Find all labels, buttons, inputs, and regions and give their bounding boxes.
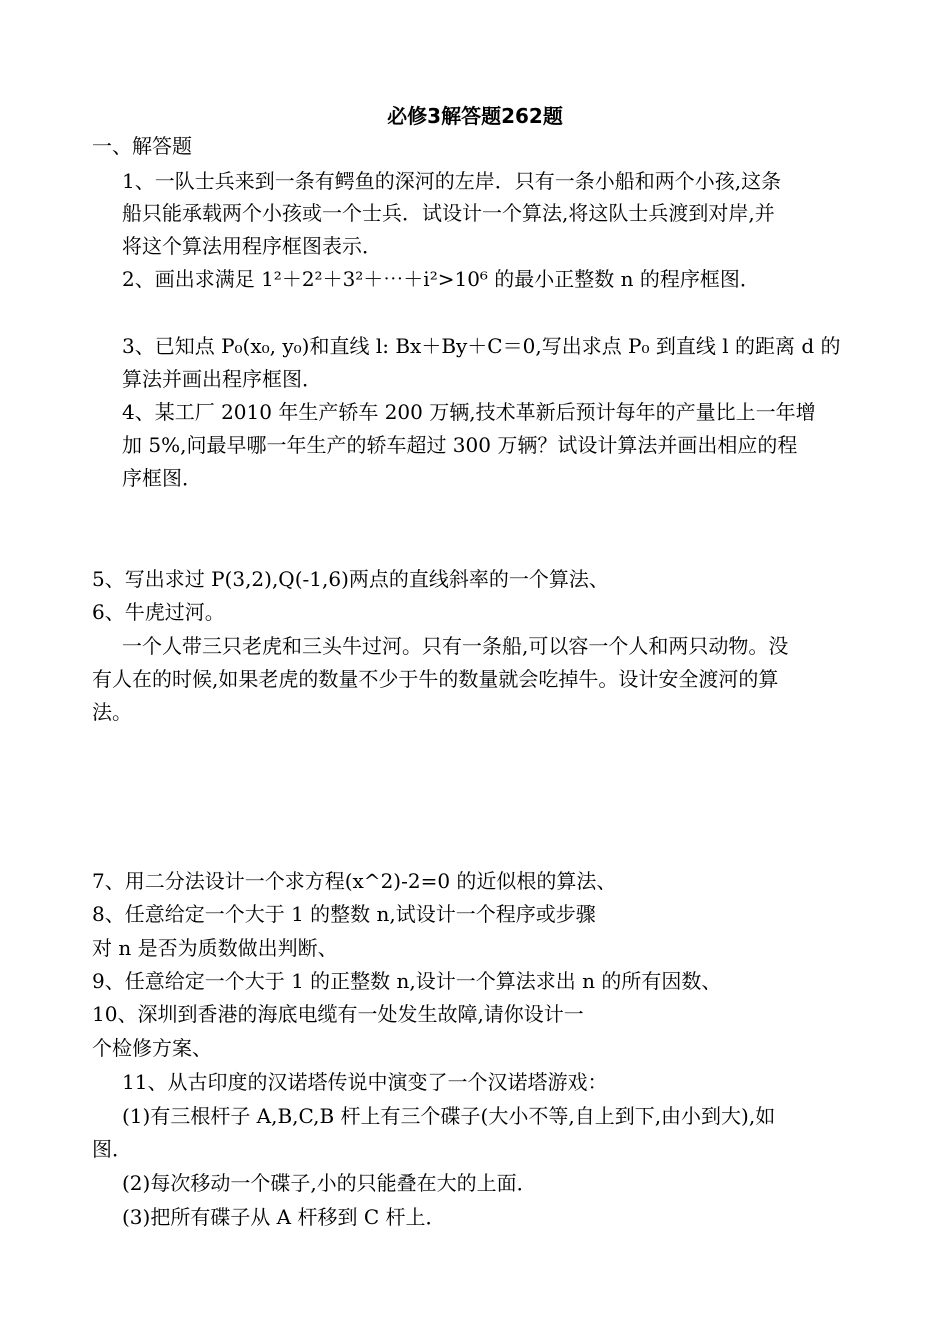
- q3-line-1: 3、已知点 P₀(x₀, y₀)和直线 l: Bx＋By＋C＝0,写出求点 P₀ 到直线 l 的距离 d 的: [122, 334, 841, 358]
- q2-line-1: 2、画出求满足 1²＋2²＋3²＋⋯＋i²>10⁶ 的最小正整数 n 的程序框图．: [122, 267, 760, 291]
- q10-line-2: 个检修方案、: [92, 1036, 212, 1060]
- q6-line-2: 一个人带三只老虎和三头牛过河。只有一条船,可以容一个人和两只动物。没: [122, 634, 789, 658]
- q4-line-1: 4、某工厂 2010 年生产轿车 200 万辆,技术革新后预计每年的产量比上一年增: [122, 400, 816, 424]
- q11-line-3: 图．: [92, 1137, 132, 1161]
- q6-line-4: 法。: [92, 700, 132, 724]
- q1-line-3: 将这个算法用程序框图表示．: [122, 234, 382, 258]
- q8-line-2: 对 n 是否为质数做出判断、: [92, 936, 338, 960]
- q11-line-1: 11、从古印度的汉诺塔传说中演变了一个汉诺塔游戏：: [122, 1070, 608, 1094]
- q6-line-3: 有人在的时候,如果老虎的数量不少于牛的数量就会吃掉牛。设计安全渡河的算: [92, 667, 779, 691]
- q4-line-3: 序框图．: [122, 466, 202, 490]
- q4-line-2: 加 5%,问最早哪一年生产的轿车超过 300 万辆？试设计算法并画出相应的程: [122, 433, 798, 457]
- q6-line-1: 6、牛虎过河。: [92, 600, 225, 624]
- q10-line-1: 10、深圳到香港的海底电缆有一处发生故障,请你设计一: [92, 1002, 584, 1026]
- q9-line-1: 9、任意给定一个大于 1 的正整数 n,设计一个算法求出 n 的所有因数、: [92, 969, 722, 993]
- section-heading: 一、解答题: [92, 134, 192, 158]
- q1-line-2: 船只能承载两个小孩或一个士兵．试设计一个算法,将这队士兵渡到对岸,并: [122, 201, 775, 225]
- q11-line-2: (1)有三根杆子 A,B,C,B 杆上有三个碟子(大小不等,自上到下,由小到大),如: [122, 1104, 776, 1128]
- q3-line-2: 算法并画出程序框图．: [122, 367, 322, 391]
- q1-line-1: 1、一队士兵来到一条有鳄鱼的深河的左岸．只有一条小船和两个小孩,这条: [122, 169, 782, 193]
- q11-line-5: (3)把所有碟子从 A 杆移到 C 杆上．: [122, 1205, 446, 1229]
- page-title: 必修3解答题262题: [387, 104, 563, 128]
- q8-line-1: 8、任意给定一个大于 1 的整数 n,试设计一个程序或步骤: [92, 902, 596, 926]
- q5-line-1: 5、写出求过 P(3,2),Q(-1,6)两点的直线斜率的一个算法、: [92, 567, 609, 591]
- q11-line-4: (2)每次移动一个碟子,小的只能叠在大的上面．: [122, 1171, 537, 1195]
- q7-line-1: 7、用二分法设计一个求方程(x^2)-2=0 的近似根的算法、: [92, 869, 617, 893]
